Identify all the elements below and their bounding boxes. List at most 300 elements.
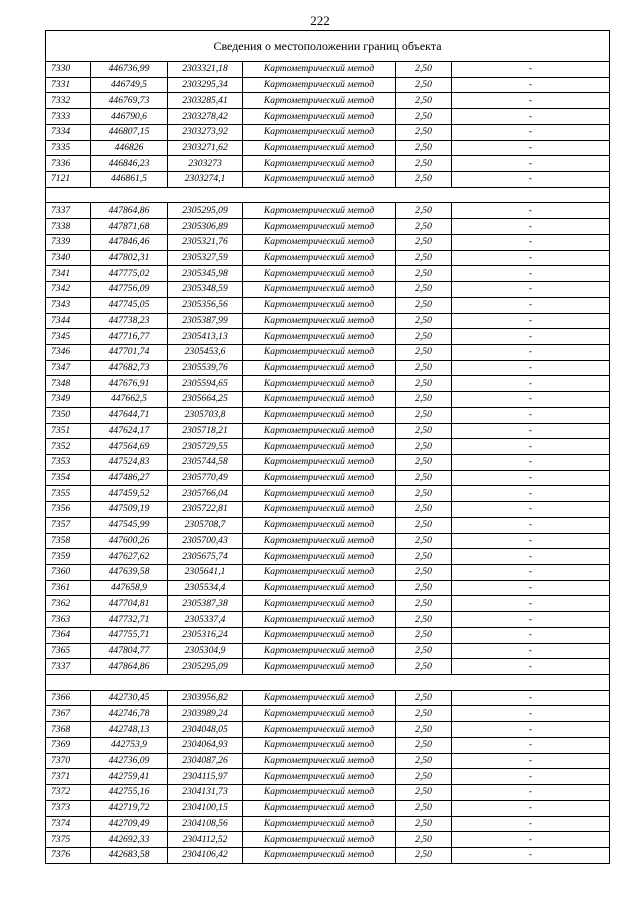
y-coordinate-cell: 2303271,62 (168, 140, 243, 156)
y-coordinate-cell: 2305708,7 (168, 517, 243, 533)
y-coordinate-cell: 2304106,42 (168, 847, 243, 863)
method-cell: Картометрический метод (243, 62, 396, 78)
table-row (46, 219, 610, 235)
description-cell: - (452, 407, 610, 423)
table-row (46, 612, 610, 628)
description-cell: - (452, 203, 610, 219)
table-row (46, 392, 610, 408)
x-coordinate-cell: 447658,9 (91, 580, 168, 596)
method-cell: Картометрический метод (243, 580, 396, 596)
x-coordinate-cell: 442683,58 (91, 847, 168, 863)
x-coordinate-cell: 447738,23 (91, 313, 168, 329)
table-row (46, 565, 610, 581)
accuracy-cell: 2,50 (396, 627, 452, 643)
point-number-cell: 7363 (46, 612, 91, 628)
point-number-cell: 7375 (46, 832, 91, 848)
description-cell: - (452, 502, 610, 518)
method-cell: Картометрический метод (243, 234, 396, 250)
accuracy-cell: 2,50 (396, 470, 452, 486)
point-number-cell: 7346 (46, 344, 91, 360)
accuracy-cell: 2,50 (396, 282, 452, 298)
table-row (46, 502, 610, 518)
method-cell: Картометрический метод (243, 392, 396, 408)
y-coordinate-cell: 2304064,93 (168, 737, 243, 753)
x-coordinate-cell: 447846,46 (91, 234, 168, 250)
accuracy-cell: 2,50 (396, 109, 452, 125)
point-number-cell: 7359 (46, 549, 91, 565)
accuracy-cell: 2,50 (396, 266, 452, 282)
accuracy-cell: 2,50 (396, 439, 452, 455)
method-cell: Картометрический метод (243, 596, 396, 612)
point-number-cell: 7342 (46, 282, 91, 298)
table-row (46, 407, 610, 423)
y-coordinate-cell: 2303956,82 (168, 690, 243, 706)
point-number-cell: 7349 (46, 392, 91, 408)
description-cell: - (452, 392, 610, 408)
y-coordinate-cell: 2305766,04 (168, 486, 243, 502)
x-coordinate-cell: 447775,02 (91, 266, 168, 282)
y-coordinate-cell: 2305770,49 (168, 470, 243, 486)
point-number-cell: 7331 (46, 77, 91, 93)
description-cell: - (452, 643, 610, 659)
table-row (46, 140, 610, 156)
description-cell: - (452, 722, 610, 738)
y-coordinate-cell: 2303278,42 (168, 109, 243, 125)
y-coordinate-cell: 2303285,41 (168, 93, 243, 109)
method-cell: Картометрический метод (243, 109, 396, 125)
table-row (46, 580, 610, 596)
accuracy-cell: 2,50 (396, 769, 452, 785)
x-coordinate-cell: 447871,68 (91, 219, 168, 235)
method-cell: Картометрический метод (243, 769, 396, 785)
accuracy-cell: 2,50 (396, 297, 452, 313)
point-number-cell: 7373 (46, 800, 91, 816)
y-coordinate-cell: 2305356,56 (168, 297, 243, 313)
point-number-cell: 7364 (46, 627, 91, 643)
table-row (46, 659, 610, 675)
description-cell: - (452, 124, 610, 140)
table-row (46, 454, 610, 470)
method-cell: Картометрический метод (243, 706, 396, 722)
method-cell: Картометрический метод (243, 329, 396, 345)
method-cell: Картометрический метод (243, 203, 396, 219)
table-row (46, 470, 610, 486)
table-row (46, 282, 610, 298)
point-number-cell: 7332 (46, 93, 91, 109)
description-cell: - (452, 549, 610, 565)
accuracy-cell: 2,50 (396, 596, 452, 612)
point-number-cell: 7362 (46, 596, 91, 612)
y-coordinate-cell: 2305722,81 (168, 502, 243, 518)
table-title: Сведения о местоположении границ объекта (46, 31, 610, 62)
x-coordinate-cell: 447545,99 (91, 517, 168, 533)
table-row (46, 800, 610, 816)
method-cell: Картометрический метод (243, 785, 396, 801)
point-number-cell: 7354 (46, 470, 91, 486)
method-cell: Картометрический метод (243, 376, 396, 392)
method-cell: Картометрический метод (243, 282, 396, 298)
y-coordinate-cell: 2304048,05 (168, 722, 243, 738)
table-row (46, 360, 610, 376)
y-coordinate-cell: 2305327,59 (168, 250, 243, 266)
description-cell: - (452, 109, 610, 125)
method-cell: Картометрический метод (243, 722, 396, 738)
description-cell: - (452, 470, 610, 486)
x-coordinate-cell: 446826 (91, 140, 168, 156)
accuracy-cell: 2,50 (396, 329, 452, 345)
y-coordinate-cell: 2305729,55 (168, 439, 243, 455)
table-row (46, 753, 610, 769)
accuracy-cell: 2,50 (396, 502, 452, 518)
point-number-cell: 7338 (46, 219, 91, 235)
x-coordinate-cell: 447732,71 (91, 612, 168, 628)
accuracy-cell: 2,50 (396, 62, 452, 78)
table-row (46, 596, 610, 612)
x-coordinate-cell: 447804,77 (91, 643, 168, 659)
accuracy-cell: 2,50 (396, 234, 452, 250)
y-coordinate-cell: 2303321,18 (168, 62, 243, 78)
description-cell: - (452, 659, 610, 675)
point-number-cell: 7369 (46, 737, 91, 753)
table-row (46, 533, 610, 549)
point-number-cell: 7121 (46, 172, 91, 188)
table-row (46, 847, 610, 863)
method-cell: Картометрический метод (243, 156, 396, 172)
point-number-cell: 7352 (46, 439, 91, 455)
table-row (46, 62, 610, 78)
point-number-cell: 7344 (46, 313, 91, 329)
x-coordinate-cell: 442746,78 (91, 706, 168, 722)
point-number-cell: 7370 (46, 753, 91, 769)
boundary-table-sheet (45, 30, 609, 864)
description-cell: - (452, 313, 610, 329)
point-number-cell: 7357 (46, 517, 91, 533)
table-row (46, 486, 610, 502)
table-row (46, 517, 610, 533)
method-cell: Картометрический метод (243, 847, 396, 863)
group-separator (46, 675, 610, 691)
accuracy-cell: 2,50 (396, 219, 452, 235)
point-number-cell: 7334 (46, 124, 91, 140)
description-cell: - (452, 769, 610, 785)
accuracy-cell: 2,50 (396, 407, 452, 423)
x-coordinate-cell: 447864,86 (91, 659, 168, 675)
method-cell: Картометрический метод (243, 423, 396, 439)
method-cell: Картометрический метод (243, 486, 396, 502)
point-number-cell: 7330 (46, 62, 91, 78)
y-coordinate-cell: 2305718,21 (168, 423, 243, 439)
group-separator-row (46, 675, 610, 691)
x-coordinate-cell: 442759,41 (91, 769, 168, 785)
point-number-cell: 7343 (46, 297, 91, 313)
y-coordinate-cell: 2305295,09 (168, 659, 243, 675)
description-cell: - (452, 533, 610, 549)
method-cell: Картометрический метод (243, 832, 396, 848)
method-cell: Картометрический метод (243, 549, 396, 565)
y-coordinate-cell: 2304100,15 (168, 800, 243, 816)
accuracy-cell: 2,50 (396, 313, 452, 329)
point-number-cell: 7365 (46, 643, 91, 659)
x-coordinate-cell: 447459,52 (91, 486, 168, 502)
table-row (46, 706, 610, 722)
group-separator (46, 187, 610, 203)
y-coordinate-cell: 2305348,59 (168, 282, 243, 298)
point-number-cell: 7348 (46, 376, 91, 392)
point-number-cell: 7335 (46, 140, 91, 156)
table-row (46, 722, 610, 738)
y-coordinate-cell: 2303273,92 (168, 124, 243, 140)
accuracy-cell: 2,50 (396, 533, 452, 549)
method-cell: Картометрический метод (243, 470, 396, 486)
method-cell: Картометрический метод (243, 565, 396, 581)
table-row (46, 423, 610, 439)
point-number-cell: 7367 (46, 706, 91, 722)
y-coordinate-cell: 2305664,25 (168, 392, 243, 408)
accuracy-cell: 2,50 (396, 706, 452, 722)
accuracy-cell: 2,50 (396, 172, 452, 188)
x-coordinate-cell: 447509,19 (91, 502, 168, 518)
accuracy-cell: 2,50 (396, 580, 452, 596)
point-number-cell: 7360 (46, 565, 91, 581)
x-coordinate-cell: 446749,5 (91, 77, 168, 93)
method-cell: Картометрический метод (243, 219, 396, 235)
point-number-cell: 7337 (46, 203, 91, 219)
y-coordinate-cell: 2305387,38 (168, 596, 243, 612)
point-number-cell: 7350 (46, 407, 91, 423)
table-row (46, 329, 610, 345)
description-cell: - (452, 565, 610, 581)
x-coordinate-cell: 442748,13 (91, 722, 168, 738)
description-cell: - (452, 297, 610, 313)
x-coordinate-cell: 447564,69 (91, 439, 168, 455)
x-coordinate-cell: 442753,9 (91, 737, 168, 753)
accuracy-cell: 2,50 (396, 659, 452, 675)
method-cell: Картометрический метод (243, 360, 396, 376)
table-row (46, 156, 610, 172)
accuracy-cell: 2,50 (396, 737, 452, 753)
accuracy-cell: 2,50 (396, 250, 452, 266)
y-coordinate-cell: 2305304,9 (168, 643, 243, 659)
table-row (46, 344, 610, 360)
boundary-coordinates-table (45, 30, 610, 864)
point-number-cell: 7371 (46, 769, 91, 785)
method-cell: Картометрический метод (243, 407, 396, 423)
x-coordinate-cell: 442755,16 (91, 785, 168, 801)
point-number-cell: 7374 (46, 816, 91, 832)
accuracy-cell: 2,50 (396, 486, 452, 502)
x-coordinate-cell: 447755,71 (91, 627, 168, 643)
y-coordinate-cell: 2305321,76 (168, 234, 243, 250)
x-coordinate-cell: 447864,86 (91, 203, 168, 219)
point-number-cell: 7361 (46, 580, 91, 596)
x-coordinate-cell: 447676,91 (91, 376, 168, 392)
point-number-cell: 7345 (46, 329, 91, 345)
table-row (46, 737, 610, 753)
description-cell: - (452, 219, 610, 235)
description-cell: - (452, 690, 610, 706)
table-row (46, 549, 610, 565)
description-cell: - (452, 376, 610, 392)
description-cell: - (452, 234, 610, 250)
accuracy-cell: 2,50 (396, 423, 452, 439)
description-cell: - (452, 517, 610, 533)
accuracy-cell: 2,50 (396, 800, 452, 816)
x-coordinate-cell: 447662,5 (91, 392, 168, 408)
description-cell: - (452, 580, 610, 596)
x-coordinate-cell: 447701,74 (91, 344, 168, 360)
x-coordinate-cell: 447524,83 (91, 454, 168, 470)
method-cell: Картометрический метод (243, 439, 396, 455)
description-cell: - (452, 847, 610, 863)
method-cell: Картометрический метод (243, 313, 396, 329)
accuracy-cell: 2,50 (396, 612, 452, 628)
accuracy-cell: 2,50 (396, 93, 452, 109)
accuracy-cell: 2,50 (396, 690, 452, 706)
description-cell: - (452, 93, 610, 109)
table-row (46, 769, 610, 785)
y-coordinate-cell: 2305594,65 (168, 376, 243, 392)
accuracy-cell: 2,50 (396, 203, 452, 219)
table-row (46, 376, 610, 392)
point-number-cell: 7376 (46, 847, 91, 863)
table-row (46, 109, 610, 125)
x-coordinate-cell: 447627,62 (91, 549, 168, 565)
table-row (46, 816, 610, 832)
point-number-cell: 7358 (46, 533, 91, 549)
x-coordinate-cell: 446846,23 (91, 156, 168, 172)
accuracy-cell: 2,50 (396, 816, 452, 832)
point-number-cell: 7347 (46, 360, 91, 376)
x-coordinate-cell: 447644,71 (91, 407, 168, 423)
table-row (46, 297, 610, 313)
x-coordinate-cell: 446807,15 (91, 124, 168, 140)
description-cell: - (452, 832, 610, 848)
y-coordinate-cell: 2303274,1 (168, 172, 243, 188)
description-cell: - (452, 423, 610, 439)
y-coordinate-cell: 2305295,09 (168, 203, 243, 219)
y-coordinate-cell: 2305316,24 (168, 627, 243, 643)
accuracy-cell: 2,50 (396, 392, 452, 408)
table-row (46, 266, 610, 282)
accuracy-cell: 2,50 (396, 785, 452, 801)
table-row (46, 832, 610, 848)
accuracy-cell: 2,50 (396, 722, 452, 738)
description-cell: - (452, 266, 610, 282)
description-cell: - (452, 172, 610, 188)
method-cell: Картометрический метод (243, 344, 396, 360)
method-cell: Картометрический метод (243, 643, 396, 659)
description-cell: - (452, 77, 610, 93)
method-cell: Картометрический метод (243, 172, 396, 188)
method-cell: Картометрический метод (243, 627, 396, 643)
y-coordinate-cell: 2304131,73 (168, 785, 243, 801)
table-row (46, 690, 610, 706)
point-number-cell: 7366 (46, 690, 91, 706)
x-coordinate-cell: 447802,31 (91, 250, 168, 266)
x-coordinate-cell: 442719,72 (91, 800, 168, 816)
description-cell: - (452, 250, 610, 266)
accuracy-cell: 2,50 (396, 344, 452, 360)
y-coordinate-cell: 2305345,98 (168, 266, 243, 282)
x-coordinate-cell: 447486,27 (91, 470, 168, 486)
accuracy-cell: 2,50 (396, 124, 452, 140)
x-coordinate-cell: 442730,45 (91, 690, 168, 706)
x-coordinate-cell: 446736,99 (91, 62, 168, 78)
description-cell: - (452, 329, 610, 345)
y-coordinate-cell: 2303295,34 (168, 77, 243, 93)
description-cell: - (452, 282, 610, 298)
y-coordinate-cell: 2305700,43 (168, 533, 243, 549)
table-row (46, 77, 610, 93)
x-coordinate-cell: 447704,81 (91, 596, 168, 612)
point-number-cell: 7368 (46, 722, 91, 738)
table-row (46, 439, 610, 455)
method-cell: Картометрический метод (243, 297, 396, 313)
description-cell: - (452, 360, 610, 376)
description-cell: - (452, 627, 610, 643)
x-coordinate-cell: 442709,49 (91, 816, 168, 832)
method-cell: Картометрический метод (243, 502, 396, 518)
title-row (46, 31, 610, 62)
description-cell: - (452, 454, 610, 470)
group-separator-row (46, 187, 610, 203)
accuracy-cell: 2,50 (396, 77, 452, 93)
accuracy-cell: 2,50 (396, 549, 452, 565)
y-coordinate-cell: 2305413,13 (168, 329, 243, 345)
x-coordinate-cell: 447624,17 (91, 423, 168, 439)
method-cell: Картометрический метод (243, 659, 396, 675)
accuracy-cell: 2,50 (396, 753, 452, 769)
point-number-cell: 7356 (46, 502, 91, 518)
accuracy-cell: 2,50 (396, 156, 452, 172)
description-cell: - (452, 596, 610, 612)
y-coordinate-cell: 2305453,6 (168, 344, 243, 360)
table-row (46, 627, 610, 643)
y-coordinate-cell: 2303989,24 (168, 706, 243, 722)
y-coordinate-cell: 2304108,56 (168, 816, 243, 832)
accuracy-cell: 2,50 (396, 832, 452, 848)
point-number-cell: 7340 (46, 250, 91, 266)
method-cell: Картометрический метод (243, 690, 396, 706)
method-cell: Картометрический метод (243, 77, 396, 93)
point-number-cell: 7341 (46, 266, 91, 282)
accuracy-cell: 2,50 (396, 643, 452, 659)
description-cell: - (452, 800, 610, 816)
description-cell: - (452, 62, 610, 78)
method-cell: Картометрический метод (243, 454, 396, 470)
accuracy-cell: 2,50 (396, 140, 452, 156)
y-coordinate-cell: 2305534,4 (168, 580, 243, 596)
table-row (46, 785, 610, 801)
y-coordinate-cell: 2304087,26 (168, 753, 243, 769)
point-number-cell: 7355 (46, 486, 91, 502)
description-cell: - (452, 344, 610, 360)
description-cell: - (452, 785, 610, 801)
description-cell: - (452, 612, 610, 628)
method-cell: Картометрический метод (243, 250, 396, 266)
table-row (46, 124, 610, 140)
method-cell: Картометрический метод (243, 266, 396, 282)
description-cell: - (452, 816, 610, 832)
y-coordinate-cell: 2305539,76 (168, 360, 243, 376)
point-number-cell: 7336 (46, 156, 91, 172)
x-coordinate-cell: 447756,09 (91, 282, 168, 298)
y-coordinate-cell: 2305306,89 (168, 219, 243, 235)
point-number-cell: 7339 (46, 234, 91, 250)
table-body (46, 31, 610, 864)
method-cell: Картометрический метод (243, 533, 396, 549)
y-coordinate-cell: 2304112,52 (168, 832, 243, 848)
